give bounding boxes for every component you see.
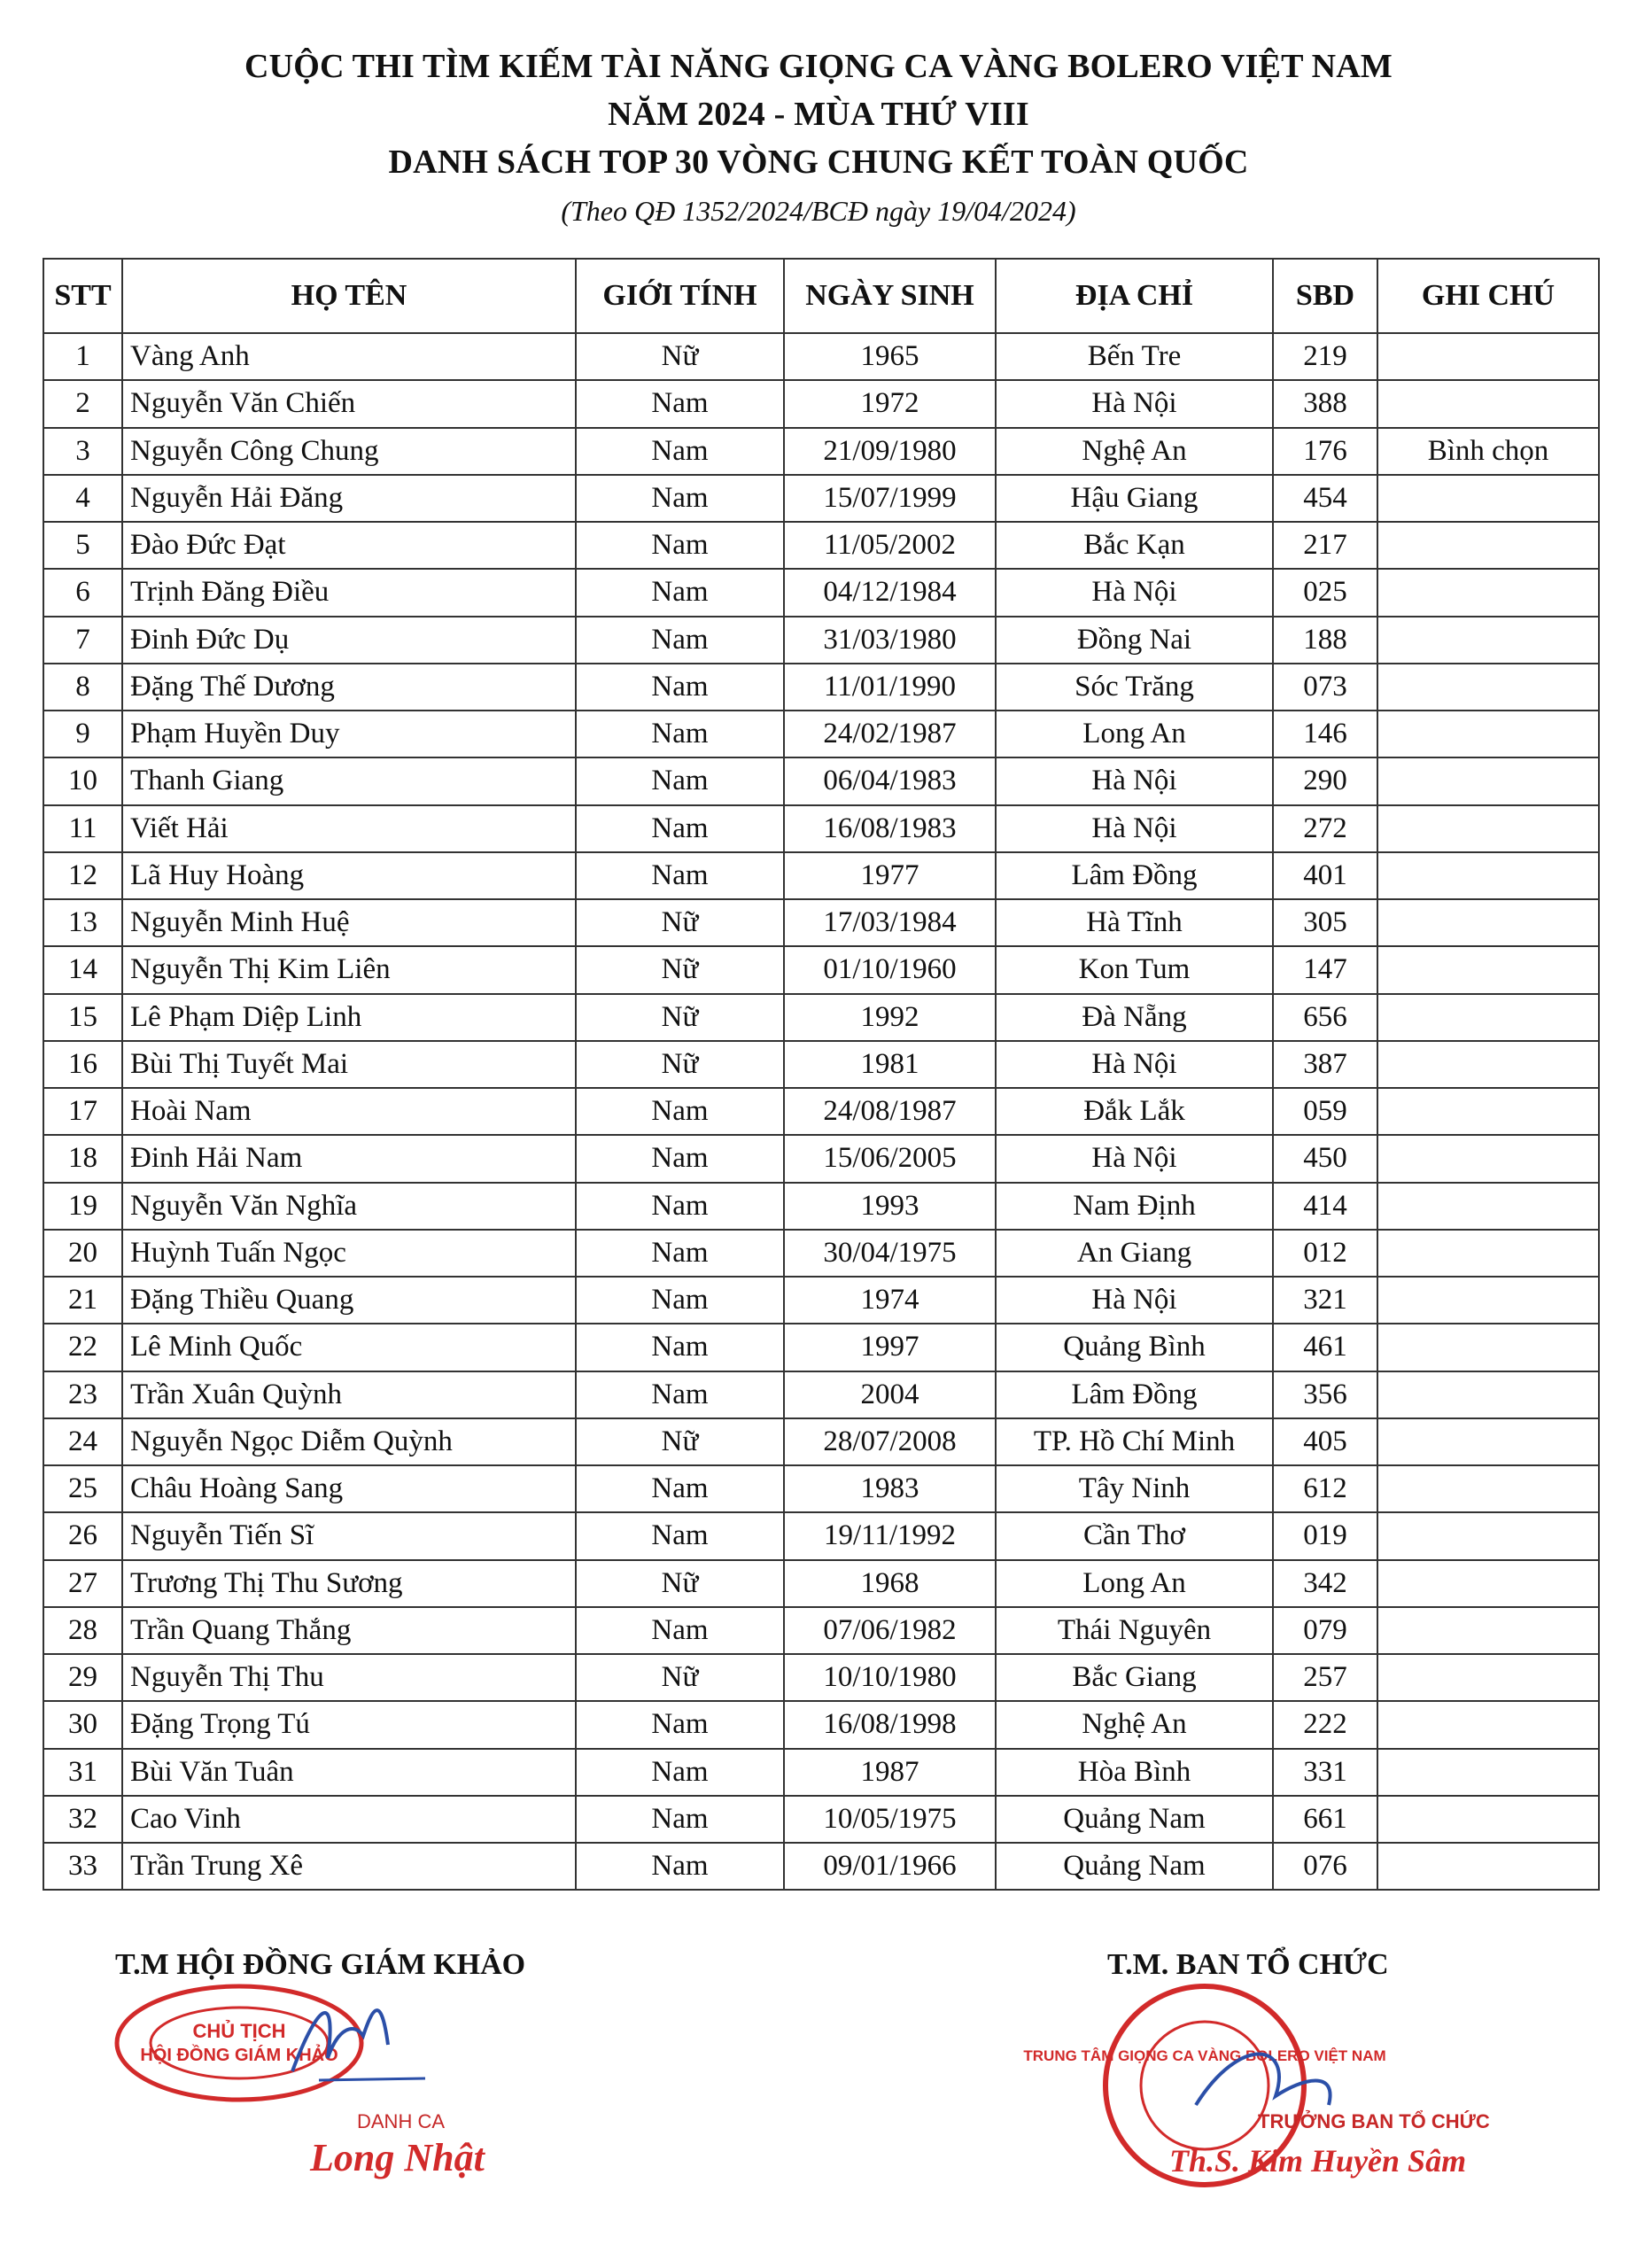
- birthdate-cell: 24/02/1987: [784, 711, 996, 757]
- sbd-cell: 388: [1273, 380, 1377, 427]
- table-row: [43, 1277, 1599, 1324]
- name-cell: Trần Xuân Quỳnh: [122, 1371, 576, 1418]
- address-cell: Hà Nội: [996, 1277, 1273, 1324]
- birthdate-cell: 1968: [784, 1560, 996, 1607]
- name-cell: Trần Quang Thắng: [122, 1607, 576, 1654]
- address-cell: Đồng Nai: [996, 617, 1273, 664]
- sbd-cell: 176: [1273, 428, 1377, 475]
- note-cell: [1377, 1277, 1599, 1324]
- note-cell: [1377, 617, 1599, 664]
- gender-cell: Nam: [576, 1607, 784, 1654]
- sbd-cell: 073: [1273, 664, 1377, 711]
- sbd-cell: 331: [1273, 1749, 1377, 1796]
- table-row: [43, 475, 1599, 522]
- stt-cell: 26: [43, 1512, 122, 1559]
- address-cell: Tây Ninh: [996, 1465, 1273, 1512]
- stt-cell: 28: [43, 1607, 122, 1654]
- note-cell: [1377, 1796, 1599, 1843]
- sbd-cell: 450: [1273, 1135, 1377, 1182]
- sbd-cell: 321: [1273, 1277, 1377, 1324]
- stt-cell: 12: [43, 852, 122, 899]
- stt-cell: 8: [43, 664, 122, 711]
- name-cell: Đào Đức Đạt: [122, 522, 576, 569]
- birthdate-cell: 28/07/2008: [784, 1418, 996, 1465]
- birthdate-cell: 11/01/1990: [784, 664, 996, 711]
- stt-cell: 6: [43, 569, 122, 616]
- note-cell: [1377, 664, 1599, 711]
- birthdate-cell: 06/04/1983: [784, 757, 996, 804]
- gender-cell: Nam: [576, 617, 784, 664]
- organizer-title: T.M. BAN TỔ CHỨC: [1107, 1948, 1389, 1981]
- table-row: [43, 1088, 1599, 1135]
- gender-cell: Nam: [576, 805, 784, 852]
- gender-cell: Nữ: [576, 994, 784, 1041]
- gender-cell: Nam: [576, 757, 784, 804]
- note-cell: [1377, 946, 1599, 993]
- col-sbd: SBD: [1273, 259, 1377, 333]
- gender-cell: Nam: [576, 522, 784, 569]
- stt-cell: 23: [43, 1371, 122, 1418]
- sbd-cell: 414: [1273, 1183, 1377, 1230]
- name-cell: Nguyễn Hải Đăng: [122, 475, 576, 522]
- sbd-cell: 219: [1273, 333, 1377, 380]
- note-cell: [1377, 475, 1599, 522]
- table-row: [43, 1465, 1599, 1512]
- stt-cell: 25: [43, 1465, 122, 1512]
- sbd-cell: 217: [1273, 522, 1377, 569]
- gender-cell: Nam: [576, 1796, 784, 1843]
- stt-cell: 31: [43, 1749, 122, 1796]
- stt-cell: 7: [43, 617, 122, 664]
- note-cell: [1377, 380, 1599, 427]
- table-row: [43, 852, 1599, 899]
- address-cell: Đắk Lắk: [996, 1088, 1273, 1135]
- col-name: HỌ TÊN: [122, 259, 576, 333]
- note-cell: [1377, 711, 1599, 757]
- gender-cell: Nữ: [576, 333, 784, 380]
- note-cell: [1377, 1371, 1599, 1418]
- table-row: [43, 428, 1599, 475]
- gender-cell: Nam: [576, 428, 784, 475]
- svg-text:TRUNG TÂM GIỌNG CA VÀNG BOLERO: [1023, 2047, 1385, 2064]
- gender-cell: Nam: [576, 711, 784, 757]
- table-row: [43, 522, 1599, 569]
- birthdate-cell: 1992: [784, 994, 996, 1041]
- address-cell: Hà Nội: [996, 569, 1273, 616]
- birthdate-cell: 1981: [784, 1041, 996, 1088]
- address-cell: Hà Nội: [996, 757, 1273, 804]
- birthdate-cell: 30/04/1975: [784, 1230, 996, 1277]
- table-row: [43, 946, 1599, 993]
- table-row: [43, 1324, 1599, 1371]
- sbd-cell: 401: [1273, 852, 1377, 899]
- stt-cell: 20: [43, 1230, 122, 1277]
- birthdate-cell: 1983: [784, 1465, 996, 1512]
- birthdate-cell: 24/08/1987: [784, 1088, 996, 1135]
- birthdate-cell: 1972: [784, 380, 996, 427]
- stt-cell: 14: [43, 946, 122, 993]
- birthdate-cell: 10/05/1975: [784, 1796, 996, 1843]
- gender-cell: Nam: [576, 380, 784, 427]
- sbd-cell: 146: [1273, 711, 1377, 757]
- sbd-cell: 405: [1273, 1418, 1377, 1465]
- address-cell: Bắc Kạn: [996, 522, 1273, 569]
- stt-cell: 11: [43, 805, 122, 852]
- birthdate-cell: 1993: [784, 1183, 996, 1230]
- table-body: [43, 333, 1599, 1890]
- name-cell: Đinh Hải Nam: [122, 1135, 576, 1182]
- table-row: [43, 1749, 1599, 1796]
- col-gender: GIỚI TÍNH: [576, 259, 784, 333]
- table-row: [43, 1041, 1599, 1088]
- address-cell: Đà Nẵng: [996, 994, 1273, 1041]
- stt-cell: 19: [43, 1183, 122, 1230]
- stt-cell: 3: [43, 428, 122, 475]
- address-cell: Nam Định: [996, 1183, 1273, 1230]
- gender-cell: Nam: [576, 1512, 784, 1559]
- birthdate-cell: 15/06/2005: [784, 1135, 996, 1182]
- note-cell: [1377, 1654, 1599, 1701]
- address-cell: Lâm Đồng: [996, 852, 1273, 899]
- gender-cell: Nam: [576, 475, 784, 522]
- gender-cell: Nam: [576, 1465, 784, 1512]
- birthdate-cell: 1974: [784, 1277, 996, 1324]
- sbd-cell: 012: [1273, 1230, 1377, 1277]
- judges-stamp: [106, 1974, 425, 2107]
- note-cell: [1377, 1749, 1599, 1796]
- col-birthdate: NGÀY SINH: [784, 259, 996, 333]
- address-cell: Hà Nội: [996, 1041, 1273, 1088]
- note-cell: [1377, 1324, 1599, 1371]
- table-row: [43, 1560, 1599, 1607]
- gender-cell: Nam: [576, 1843, 784, 1890]
- name-cell: Hoài Nam: [122, 1088, 576, 1135]
- name-cell: Nguyễn Văn Nghĩa: [122, 1183, 576, 1230]
- stt-cell: 32: [43, 1796, 122, 1843]
- name-cell: Nguyễn Thị Thu: [122, 1654, 576, 1701]
- birthdate-cell: 1965: [784, 333, 996, 380]
- birthdate-cell: 1987: [784, 1749, 996, 1796]
- finalists-table: [43, 258, 1600, 1891]
- address-cell: Cần Thơ: [996, 1512, 1273, 1559]
- gender-cell: Nam: [576, 1135, 784, 1182]
- name-cell: Châu Hoàng Sang: [122, 1465, 576, 1512]
- name-cell: Vàng Anh: [122, 333, 576, 380]
- table-row: [43, 994, 1599, 1041]
- stt-cell: 30: [43, 1701, 122, 1748]
- sbd-cell: 454: [1273, 475, 1377, 522]
- sbd-cell: 305: [1273, 899, 1377, 946]
- stt-cell: 15: [43, 994, 122, 1041]
- sbd-cell: 290: [1273, 757, 1377, 804]
- note-cell: [1377, 994, 1599, 1041]
- stt-cell: 1: [43, 333, 122, 380]
- decision-reference: (Theo QĐ 1352/2024/BCĐ ngày 19/04/2024): [561, 195, 1076, 227]
- name-cell: Nguyễn Minh Huệ: [122, 899, 576, 946]
- sbd-cell: 461: [1273, 1324, 1377, 1371]
- stt-cell: 27: [43, 1560, 122, 1607]
- gender-cell: Nữ: [576, 1041, 784, 1088]
- table-row: [43, 617, 1599, 664]
- name-cell: Lê Minh Quốc: [122, 1324, 576, 1371]
- name-cell: Bùi Văn Tuân: [122, 1749, 576, 1796]
- stt-cell: 21: [43, 1277, 122, 1324]
- table-row: [43, 805, 1599, 852]
- table-row: [43, 1183, 1599, 1230]
- address-cell: Nghệ An: [996, 428, 1273, 475]
- gender-cell: Nữ: [576, 899, 784, 946]
- stamp-center-text: TRUNG TÂM GIỌNG CA VÀNG BOLERO VIỆT NAM: [1023, 2047, 1386, 2064]
- address-cell: TP. Hồ Chí Minh: [996, 1418, 1273, 1465]
- birthdate-cell: 16/08/1998: [784, 1701, 996, 1748]
- gender-cell: Nam: [576, 1230, 784, 1277]
- table-row: [43, 380, 1599, 427]
- table-row: [43, 711, 1599, 757]
- note-cell: [1377, 1088, 1599, 1135]
- sbd-cell: 025: [1273, 569, 1377, 616]
- table-row: [43, 1418, 1599, 1465]
- table-row: [43, 1607, 1599, 1654]
- judges-title: T.M HỘI ĐỒNG GIÁM KHẢO: [115, 1948, 526, 1981]
- stt-cell: 16: [43, 1041, 122, 1088]
- gender-cell: Nam: [576, 664, 784, 711]
- gender-cell: Nam: [576, 1088, 784, 1135]
- stt-cell: 5: [43, 522, 122, 569]
- address-cell: Hậu Giang: [996, 475, 1273, 522]
- sbd-cell: 076: [1273, 1843, 1377, 1890]
- stt-cell: 29: [43, 1654, 122, 1701]
- stt-cell: 22: [43, 1324, 122, 1371]
- sbd-cell: 188: [1273, 617, 1377, 664]
- stamp-role-1: CHỦ TỊCH: [192, 2020, 286, 2042]
- birthdate-cell: 10/10/1980: [784, 1654, 996, 1701]
- gender-cell: Nam: [576, 1371, 784, 1418]
- name-cell: Huỳnh Tuấn Ngọc: [122, 1230, 576, 1277]
- sbd-cell: 387: [1273, 1041, 1377, 1088]
- stt-cell: 4: [43, 475, 122, 522]
- gender-cell: Nữ: [576, 1418, 784, 1465]
- judges-caption: DANH CA: [357, 2110, 446, 2132]
- table-row: [43, 1796, 1599, 1843]
- stamp-role-2: HỘI ĐỒNG GIÁM KHẢO: [140, 2046, 338, 2065]
- name-cell: Lã Huy Hoàng: [122, 852, 576, 899]
- sbd-cell: 356: [1273, 1371, 1377, 1418]
- address-cell: Long An: [996, 1560, 1273, 1607]
- stt-cell: 10: [43, 757, 122, 804]
- sbd-cell: 059: [1273, 1088, 1377, 1135]
- table-row: [43, 1654, 1599, 1701]
- stt-cell: 9: [43, 711, 122, 757]
- sbd-cell: 257: [1273, 1654, 1377, 1701]
- address-cell: Kon Tum: [996, 946, 1273, 993]
- stt-cell: 13: [43, 899, 122, 946]
- address-cell: Quảng Nam: [996, 1843, 1273, 1890]
- list-title: DANH SÁCH TOP 30 VÒNG CHUNG KẾT TOÀN QUỐC: [388, 144, 1249, 181]
- name-cell: Đặng Thế Dương: [122, 664, 576, 711]
- contest-title: CUỘC THI TÌM KIẾM TÀI NĂNG GIỌNG CA VÀNG BOLERO VIỆT NAM: [244, 48, 1393, 85]
- sbd-cell: 612: [1273, 1465, 1377, 1512]
- organizer-signer-name: Th.S. Kim Huyền Sâm: [1169, 2143, 1467, 2179]
- note-cell: [1377, 569, 1599, 616]
- name-cell: Nguyễn Thị Kim Liên: [122, 946, 576, 993]
- stt-cell: 18: [43, 1135, 122, 1182]
- address-cell: Hà Nội: [996, 1135, 1273, 1182]
- name-cell: Nguyễn Ngọc Diễm Quỳnh: [122, 1418, 576, 1465]
- table-header-row: [43, 259, 1599, 333]
- note-cell: [1377, 1560, 1599, 1607]
- address-cell: Sóc Trăng: [996, 664, 1273, 711]
- note-cell: [1377, 899, 1599, 946]
- note-cell: [1377, 1607, 1599, 1654]
- organizer-caption: TRƯỞNG BAN TỔ CHỨC: [1258, 2110, 1490, 2132]
- address-cell: Nghệ An: [996, 1701, 1273, 1748]
- col-stt: STT: [43, 259, 122, 333]
- sbd-cell: 342: [1273, 1560, 1377, 1607]
- table-row: [43, 1701, 1599, 1748]
- gender-cell: Nam: [576, 1277, 784, 1324]
- note-cell: [1377, 1183, 1599, 1230]
- table-row: [43, 1512, 1599, 1559]
- gender-cell: Nữ: [576, 1560, 784, 1607]
- name-cell: Trịnh Đăng Điều: [122, 569, 576, 616]
- note-cell: [1377, 1418, 1599, 1465]
- address-cell: Hòa Bình: [996, 1749, 1273, 1796]
- name-cell: Đặng Trọng Tú: [122, 1701, 576, 1748]
- name-cell: Đinh Đức Dụ: [122, 617, 576, 664]
- table-row: [43, 1135, 1599, 1182]
- stt-cell: 24: [43, 1418, 122, 1465]
- name-cell: Viết Hải: [122, 805, 576, 852]
- table-row: [43, 757, 1599, 804]
- gender-cell: Nữ: [576, 946, 784, 993]
- note-cell: [1377, 805, 1599, 852]
- table-row: [43, 1230, 1599, 1277]
- address-cell: Hà Tĩnh: [996, 899, 1273, 946]
- address-cell: Quảng Bình: [996, 1324, 1273, 1371]
- birthdate-cell: 2004: [784, 1371, 996, 1418]
- sbd-cell: 079: [1273, 1607, 1377, 1654]
- table-row: [43, 333, 1599, 380]
- birthdate-cell: 1977: [784, 852, 996, 899]
- table-row: [43, 569, 1599, 616]
- birthdate-cell: 1997: [784, 1324, 996, 1371]
- table-row: [43, 899, 1599, 946]
- table-row: [43, 664, 1599, 711]
- note-cell: [1377, 522, 1599, 569]
- address-cell: Long An: [996, 711, 1273, 757]
- birthdate-cell: 31/03/1980: [784, 617, 996, 664]
- stt-cell: 33: [43, 1843, 122, 1890]
- sbd-cell: 222: [1273, 1701, 1377, 1748]
- address-cell: An Giang: [996, 1230, 1273, 1277]
- name-cell: Trương Thị Thu Sương: [122, 1560, 576, 1607]
- birthdate-cell: 01/10/1960: [784, 946, 996, 993]
- address-cell: Lâm Đồng: [996, 1371, 1273, 1418]
- stt-cell: 17: [43, 1088, 122, 1135]
- birthdate-cell: 09/01/1966: [784, 1843, 996, 1890]
- col-note: GHI CHÚ: [1377, 259, 1599, 333]
- birthdate-cell: 11/05/2002: [784, 522, 996, 569]
- table-row: [43, 1371, 1599, 1418]
- birthdate-cell: 19/11/1992: [784, 1512, 996, 1559]
- gender-cell: Nam: [576, 569, 784, 616]
- name-cell: Trần Trung Xê: [122, 1843, 576, 1890]
- sbd-cell: 272: [1273, 805, 1377, 852]
- note-cell: [1377, 1041, 1599, 1088]
- sbd-cell: 019: [1273, 1512, 1377, 1559]
- birthdate-cell: 16/08/1983: [784, 805, 996, 852]
- name-cell: Thanh Giang: [122, 757, 576, 804]
- note-cell: [1377, 1701, 1599, 1748]
- birthdate-cell: 04/12/1984: [784, 569, 996, 616]
- note-cell: [1377, 1465, 1599, 1512]
- note-cell: [1377, 333, 1599, 380]
- name-cell: Cao Vinh: [122, 1796, 576, 1843]
- season-title: NĂM 2024 - MÙA THỨ VIII: [608, 96, 1029, 133]
- note-cell: [1377, 1135, 1599, 1182]
- note-cell: [1377, 1843, 1599, 1890]
- address-cell: Quảng Nam: [996, 1796, 1273, 1843]
- sbd-cell: 656: [1273, 994, 1377, 1041]
- document-header: [0, 43, 1637, 234]
- address-cell: Bắc Giang: [996, 1654, 1273, 1701]
- gender-cell: Nam: [576, 1183, 784, 1230]
- note-cell: [1377, 1512, 1599, 1559]
- name-cell: Nguyễn Công Chung: [122, 428, 576, 475]
- birthdate-cell: 15/07/1999: [784, 475, 996, 522]
- gender-cell: Nữ: [576, 1654, 784, 1701]
- note-cell: [1377, 852, 1599, 899]
- address-cell: Hà Nội: [996, 380, 1273, 427]
- table-row: [43, 1843, 1599, 1890]
- address-cell: Bến Tre: [996, 333, 1273, 380]
- name-cell: Đặng Thiều Quang: [122, 1277, 576, 1324]
- name-cell: Phạm Huyền Duy: [122, 711, 576, 757]
- sbd-cell: 661: [1273, 1796, 1377, 1843]
- birthdate-cell: 17/03/1984: [784, 899, 996, 946]
- gender-cell: Nam: [576, 1701, 784, 1748]
- col-address: ĐỊA CHỈ: [996, 259, 1273, 333]
- stt-cell: 2: [43, 380, 122, 427]
- note-cell: Bình chọn: [1377, 428, 1599, 475]
- address-cell: Hà Nội: [996, 805, 1273, 852]
- birthdate-cell: 07/06/1982: [784, 1607, 996, 1654]
- gender-cell: Nam: [576, 1324, 784, 1371]
- note-cell: [1377, 1230, 1599, 1277]
- birthdate-cell: 21/09/1980: [784, 428, 996, 475]
- note-cell: [1377, 757, 1599, 804]
- gender-cell: Nam: [576, 1749, 784, 1796]
- name-cell: Nguyễn Văn Chiến: [122, 380, 576, 427]
- name-cell: Bùi Thị Tuyết Mai: [122, 1041, 576, 1088]
- gender-cell: Nam: [576, 852, 784, 899]
- address-cell: Thái Nguyên: [996, 1607, 1273, 1654]
- name-cell: Lê Phạm Diệp Linh: [122, 994, 576, 1041]
- name-cell: Nguyễn Tiến Sĩ: [122, 1512, 576, 1559]
- judges-signer-name: Long Nhật: [310, 2136, 485, 2179]
- sbd-cell: 147: [1273, 946, 1377, 993]
